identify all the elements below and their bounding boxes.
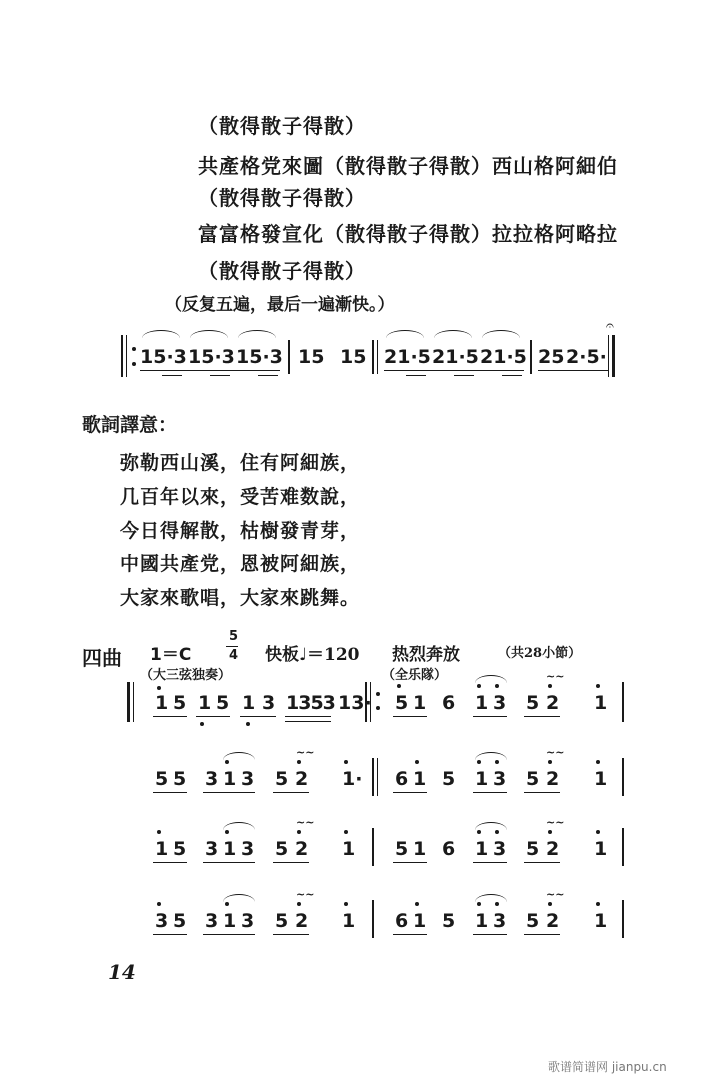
repeat-dot bbox=[376, 692, 380, 696]
trill-icon: ~~ bbox=[546, 888, 565, 901]
note: 3 bbox=[241, 768, 255, 790]
octave-dot bbox=[477, 902, 481, 906]
end-barline-thin bbox=[608, 335, 609, 377]
note-group: 21·5 bbox=[384, 346, 431, 368]
octave-dot bbox=[246, 722, 250, 726]
barline bbox=[372, 828, 374, 866]
start-barline-thin bbox=[133, 682, 134, 722]
octave-dot bbox=[200, 722, 204, 726]
octave-dot bbox=[495, 830, 499, 834]
repeat-dot bbox=[376, 706, 380, 710]
underline bbox=[473, 934, 507, 935]
octave-dot bbox=[596, 684, 600, 688]
note: 6 bbox=[442, 838, 456, 860]
note-group: 15 bbox=[340, 346, 367, 368]
note: 5 bbox=[526, 910, 540, 932]
underline bbox=[393, 862, 427, 863]
underline bbox=[538, 370, 608, 371]
octave-dot bbox=[548, 684, 552, 688]
octave-dot bbox=[548, 830, 552, 834]
underline bbox=[162, 375, 182, 376]
underline bbox=[524, 716, 560, 717]
tutti-label: （全乐隊） bbox=[382, 668, 448, 683]
note: 5 bbox=[275, 838, 289, 860]
note-group: 15 bbox=[298, 346, 325, 368]
octave-dot bbox=[495, 760, 499, 764]
note: 2 bbox=[546, 692, 560, 714]
underline bbox=[454, 375, 474, 376]
note: 1 bbox=[594, 692, 608, 714]
note-group: 2·5· bbox=[566, 346, 607, 368]
octave-dot bbox=[344, 902, 348, 906]
octave-dot bbox=[477, 830, 481, 834]
slur bbox=[475, 675, 507, 683]
octave-dot bbox=[596, 830, 600, 834]
note: 5 bbox=[173, 692, 187, 714]
underline bbox=[153, 862, 187, 863]
start-barline bbox=[127, 682, 130, 722]
note: 1 bbox=[223, 768, 237, 790]
note: 2 bbox=[546, 910, 560, 932]
note: 3 bbox=[241, 910, 255, 932]
note: 5 bbox=[526, 838, 540, 860]
note: 5 bbox=[173, 768, 187, 790]
translation-heading: 歌詞譯意： bbox=[82, 414, 178, 436]
translation-line: 弥勒西山溪，住有阿細族， bbox=[120, 452, 361, 474]
note: 1 bbox=[594, 838, 608, 860]
note-group: 15·3 bbox=[188, 346, 235, 368]
trill-icon: ~~ bbox=[296, 888, 315, 901]
octave-dot bbox=[495, 902, 499, 906]
repeat-barline-thin bbox=[370, 682, 371, 722]
note: 5 bbox=[173, 910, 187, 932]
note: 5 bbox=[155, 768, 169, 790]
barline bbox=[530, 340, 532, 374]
barline bbox=[622, 758, 624, 796]
trill-icon: ~~ bbox=[296, 746, 315, 759]
note-group: 21·5 bbox=[480, 346, 527, 368]
repeat-dot bbox=[132, 347, 136, 351]
slur bbox=[434, 330, 472, 338]
octave-dot bbox=[157, 902, 161, 906]
translation-line: 几百年以來，受苦难数說， bbox=[120, 486, 361, 508]
section-title: 四曲 bbox=[82, 646, 122, 670]
measures-note: （共28小節） bbox=[498, 646, 582, 661]
note: 5 bbox=[526, 768, 540, 790]
underline bbox=[258, 375, 278, 376]
underline bbox=[153, 716, 187, 717]
note: 1 bbox=[413, 692, 427, 714]
slur bbox=[223, 752, 255, 760]
trill-icon: ~~ bbox=[546, 746, 565, 759]
note: 3 bbox=[262, 692, 276, 714]
note: 2 bbox=[295, 838, 309, 860]
underline bbox=[140, 370, 280, 371]
note: 1 bbox=[475, 910, 489, 932]
note: 3 bbox=[155, 910, 169, 932]
note: 1 bbox=[475, 692, 489, 714]
octave-dot bbox=[596, 902, 600, 906]
note: 6 bbox=[395, 910, 409, 932]
underline bbox=[273, 792, 309, 793]
note: 1 bbox=[342, 838, 356, 860]
fermata-icon: 𝄐 bbox=[606, 318, 614, 334]
repeat-dot bbox=[132, 362, 136, 366]
barline-thin bbox=[377, 758, 378, 796]
underline bbox=[203, 862, 255, 863]
key-signature: 1＝C bbox=[150, 645, 192, 665]
note: 5 bbox=[395, 838, 409, 860]
underline bbox=[203, 934, 255, 935]
note: 1 bbox=[413, 768, 427, 790]
octave-dot bbox=[225, 830, 229, 834]
octave-dot bbox=[415, 902, 419, 906]
note: 1 bbox=[223, 910, 237, 932]
barline bbox=[622, 682, 624, 722]
octave-dot bbox=[477, 760, 481, 764]
underline bbox=[273, 862, 309, 863]
note: 1 bbox=[155, 838, 169, 860]
underline bbox=[285, 721, 331, 722]
note: 1 bbox=[198, 692, 212, 714]
underline bbox=[524, 934, 560, 935]
barline bbox=[372, 340, 374, 374]
lyric-line-2: 共產格党來圖（散得散子得散）西山格阿細伯 bbox=[198, 154, 618, 178]
underline bbox=[473, 792, 507, 793]
octave-dot bbox=[225, 760, 229, 764]
repeat-barline-left-thin bbox=[126, 335, 127, 377]
lyric-line-5: （散得散子得散） bbox=[198, 259, 366, 283]
note: 1 bbox=[475, 838, 489, 860]
underline bbox=[393, 792, 427, 793]
octave-dot bbox=[548, 760, 552, 764]
trill-icon: ~~ bbox=[546, 670, 565, 683]
note: 5 bbox=[395, 692, 409, 714]
slur bbox=[482, 330, 520, 338]
underline bbox=[273, 934, 309, 935]
octave-dot bbox=[297, 760, 301, 764]
barline bbox=[622, 828, 624, 866]
note: 6 bbox=[395, 768, 409, 790]
underline bbox=[393, 716, 427, 717]
barline bbox=[622, 900, 624, 938]
octave-dot bbox=[477, 684, 481, 688]
note: 3 bbox=[205, 768, 219, 790]
translation-line: 大家來歌唱，大家來跳舞。 bbox=[120, 587, 361, 609]
note: 5 bbox=[173, 838, 187, 860]
octave-dot bbox=[157, 830, 161, 834]
underline bbox=[240, 716, 276, 717]
octave-dot bbox=[344, 830, 348, 834]
note: 2 bbox=[295, 910, 309, 932]
tempo-marking: 快板♩＝120 bbox=[265, 645, 360, 665]
note: 13· bbox=[338, 692, 372, 714]
underline bbox=[196, 716, 230, 717]
note-group: 25 bbox=[538, 346, 565, 368]
octave-dot bbox=[596, 760, 600, 764]
octave-dot bbox=[548, 902, 552, 906]
note: 2 bbox=[546, 768, 560, 790]
slur bbox=[238, 330, 276, 338]
underline bbox=[502, 375, 522, 376]
barline bbox=[372, 900, 374, 938]
end-barline-thick bbox=[612, 335, 615, 377]
trill-icon: ~~ bbox=[296, 816, 315, 829]
note: 5 bbox=[275, 768, 289, 790]
note: 3 bbox=[493, 768, 507, 790]
underline bbox=[473, 716, 507, 717]
mood-marking: 热烈奔放 bbox=[392, 645, 460, 665]
time-signature-bottom: 4 bbox=[229, 648, 239, 663]
lyric-line-1: （散得散子得散） bbox=[198, 114, 366, 138]
lyric-line-4: 富富格發宣化（散得散子得散）拉拉格阿略拉 bbox=[198, 222, 618, 246]
note: 5 bbox=[442, 910, 456, 932]
underline bbox=[524, 792, 560, 793]
underline bbox=[153, 792, 187, 793]
note: 2 bbox=[295, 768, 309, 790]
underline bbox=[406, 375, 426, 376]
note: 5 bbox=[526, 692, 540, 714]
underline bbox=[384, 370, 524, 371]
note: 5 bbox=[442, 768, 456, 790]
note: 5 bbox=[275, 910, 289, 932]
note-group: 15·3 bbox=[140, 346, 187, 368]
note: 1353 bbox=[286, 692, 335, 714]
underline bbox=[285, 716, 331, 717]
note: 1 bbox=[155, 692, 169, 714]
octave-dot bbox=[397, 684, 401, 688]
underline bbox=[393, 934, 427, 935]
note: 1 bbox=[242, 692, 256, 714]
octave-dot bbox=[297, 830, 301, 834]
slur bbox=[223, 894, 255, 902]
repeat-barline-left bbox=[121, 335, 123, 377]
note-group: 21·5 bbox=[432, 346, 479, 368]
octave-dot bbox=[344, 760, 348, 764]
slur bbox=[223, 822, 255, 830]
octave-dot bbox=[297, 902, 301, 906]
slur bbox=[386, 330, 424, 338]
octave-dot bbox=[495, 684, 499, 688]
underline bbox=[153, 934, 187, 935]
octave-dot bbox=[225, 902, 229, 906]
note: 3 bbox=[493, 692, 507, 714]
slur bbox=[190, 330, 228, 338]
note: 3 bbox=[241, 838, 255, 860]
repeat-instruction: （反复五遍，最后一遍漸快。） bbox=[165, 295, 395, 315]
translation-line: 中國共產党，恩被阿細族， bbox=[120, 553, 361, 575]
note: 3 bbox=[493, 838, 507, 860]
watermark: 歌谱简谱网 jianpu.cn bbox=[548, 1060, 667, 1074]
slur bbox=[475, 894, 507, 902]
note: 1 bbox=[594, 910, 608, 932]
octave-dot bbox=[415, 760, 419, 764]
solo-label: （大三弦独奏） bbox=[140, 668, 232, 683]
translation-line: 今日得解散，枯樹發青芽， bbox=[120, 520, 361, 542]
slur bbox=[475, 822, 507, 830]
underline bbox=[473, 862, 507, 863]
slur bbox=[142, 330, 180, 338]
note-group: 15·3 bbox=[236, 346, 283, 368]
note: 3 bbox=[205, 838, 219, 860]
note: 1 bbox=[594, 768, 608, 790]
note: 1 bbox=[475, 768, 489, 790]
barline bbox=[372, 758, 374, 796]
note: 1· bbox=[342, 768, 363, 790]
octave-dot bbox=[157, 686, 161, 690]
note: 1 bbox=[223, 838, 237, 860]
repeat-barline bbox=[365, 682, 367, 722]
time-signature-top: 5 bbox=[229, 629, 239, 644]
note: 1 bbox=[413, 910, 427, 932]
time-signature-line bbox=[226, 646, 238, 647]
slur bbox=[475, 752, 507, 760]
trill-icon: ~~ bbox=[546, 816, 565, 829]
barline bbox=[288, 340, 290, 374]
note: 1 bbox=[342, 910, 356, 932]
lyric-line-3: （散得散子得散） bbox=[198, 186, 366, 210]
note: 3 bbox=[205, 910, 219, 932]
note: 3 bbox=[493, 910, 507, 932]
underline bbox=[210, 375, 230, 376]
note: 2 bbox=[546, 838, 560, 860]
underline bbox=[524, 862, 560, 863]
underline bbox=[203, 792, 255, 793]
page-number: 14 bbox=[108, 960, 136, 984]
barline-thin bbox=[377, 340, 378, 374]
note: 1 bbox=[413, 838, 427, 860]
note: 6 bbox=[442, 692, 456, 714]
note: 5 bbox=[216, 692, 230, 714]
